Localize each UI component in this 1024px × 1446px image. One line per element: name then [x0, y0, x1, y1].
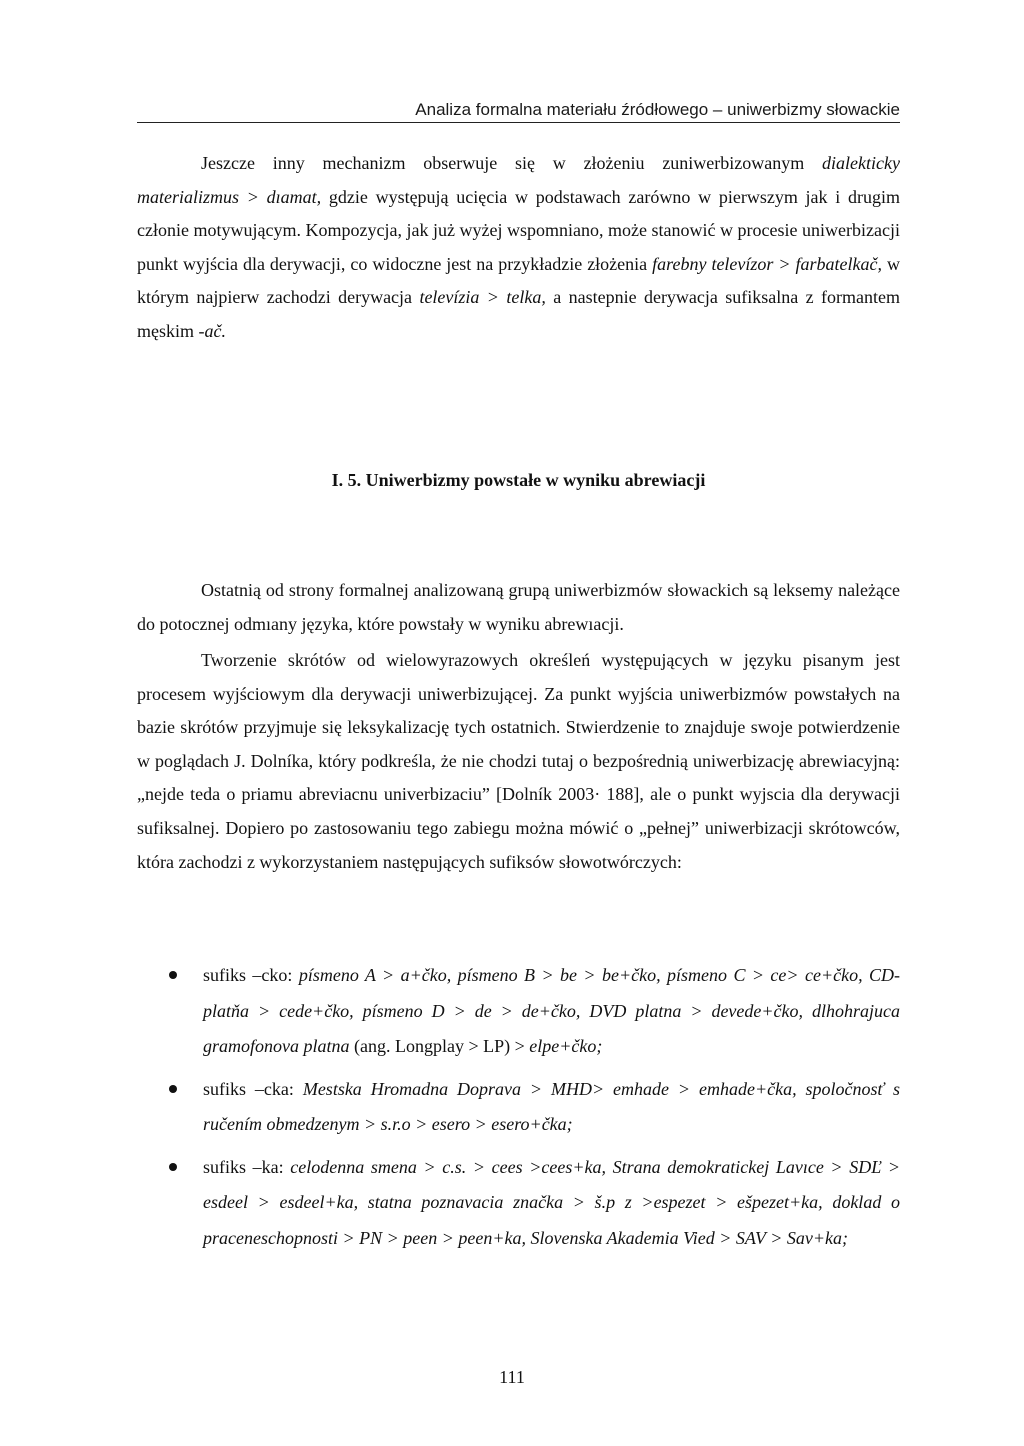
list-item-examples: celodenna smena > c.s. > cees >cees+ka, Strana demokratickej Lavıce > SDĽ > esdeel > esdeel+ka, statna poznavacia značka > š.p z >espezet > ešpezet+ka, doklad o praceneschopnosti > PN > peen > peen+ka, Slovenska Akademia Vied > SAV > Sav+ka; — [203, 1156, 900, 1248]
list-item-examples: písmeno A > a+čko, písmeno B > be > be+čko, písmeno C > ce> ce+čko, CD-platňa > cede+čko, písmeno D > de > de+čko, DVD platna > devede+čko, dlhohrajuca gramofonova platna — [203, 965, 901, 1056]
intro-example-4: -ač. — [198, 320, 226, 341]
intro-text-1: Jeszcze inny mechanizm obserwuje się w złożeniu zuniwerbizowanym — [201, 153, 805, 173]
intro-example-2: farebny televízor > farbatelkač, — [652, 253, 883, 274]
list-item-lead: sufiks –ka: — [203, 1156, 291, 1177]
list-item-examples: Mestska Hromadna Doprava > MHD> emhade > emhade+čka, spoločnosť s ručením obmedzenym > s.r.o > esero > esero+čka; — [203, 1078, 900, 1134]
intro-text-4: a nastepnie derywacja sufiksalna z formantem męskim — [137, 287, 901, 341]
list-item — [137, 1150, 900, 1257]
suffix-list — [137, 958, 900, 1263]
section-heading: I. 5. Uniwerbizmy powstałe w wyniku abrewiacji — [331, 470, 706, 490]
intro-example-3: televízia > telka, — [419, 287, 546, 308]
intro-example-1: dialekticky materializmus > dıamat, — [137, 153, 900, 207]
list-item — [137, 958, 900, 1065]
bullet-icon — [169, 971, 177, 979]
bullet-icon — [169, 1163, 177, 1171]
list-item-note: (ang. Longplay > LP) > — [349, 1036, 530, 1056]
list-item-lead: sufiks –cka: — [203, 1078, 303, 1099]
list-item-examples-end: elpe+čko; — [529, 1036, 603, 1056]
list-item-lead: sufiks –cko: — [203, 965, 299, 985]
intro-text-3: w którym najpierw zachodzi derywacja — [137, 253, 900, 308]
bullet-icon — [169, 1085, 177, 1093]
intro-text-2: gdzie występują ucięcia w podstawach zarówno w pierwszym jak i drugim członie motywującym. Kompozycja, jak już wyżej wspomniano, może stanowić w procesie uniwerbizacji punkt wyjścia dla derywacji, co widoczne jest na przykładzie złożenia — [137, 186, 900, 274]
page-number: 111 — [499, 1367, 525, 1387]
running-header: Analiza formalna materiału źródłowego – uniwerbizmy słowackie — [415, 100, 900, 119]
body-paragraph-3: Tworzenie skrótów od wielowyrazowych określeń występujących w języku pisanym jest procesem wyjściowym dla derywacji uniwerbizującej. Za punkt wyjścia uniwerbizmów powstałych na bazie skrótów przyjmuje się leksykalizację tych ostatnich. Stwierdzenie to znajduje swoje potwierdzenie w poglądach J. Dolníka, który podkreśla, że nie chodzi tutaj o bezpośrednią uniwerbizację abrewiacyjną: „nejde teda o priamu abreviacnu univerbizaciu” [Dolník 2003· 188], ale o punkt wyjscia dla derywacji sufiksalnej. Dopiero po zastosowaniu tego zabiegu można mówić o „pełnej” uniwerbizacji skrótowców, która zachodzi z wykorzystaniem następujących sufiksów słowotwórczych: — [137, 650, 900, 872]
header-rule — [137, 122, 900, 123]
intro-paragraph — [137, 147, 900, 349]
body-paragraph-2: Ostatnią od strony formalnej analizowaną grupą uniwerbizmów słowackich są leksemy należące do potocznej odmıany języka, które powstały w wyniku abrewıacji. — [137, 580, 900, 634]
list-item — [137, 1072, 900, 1143]
